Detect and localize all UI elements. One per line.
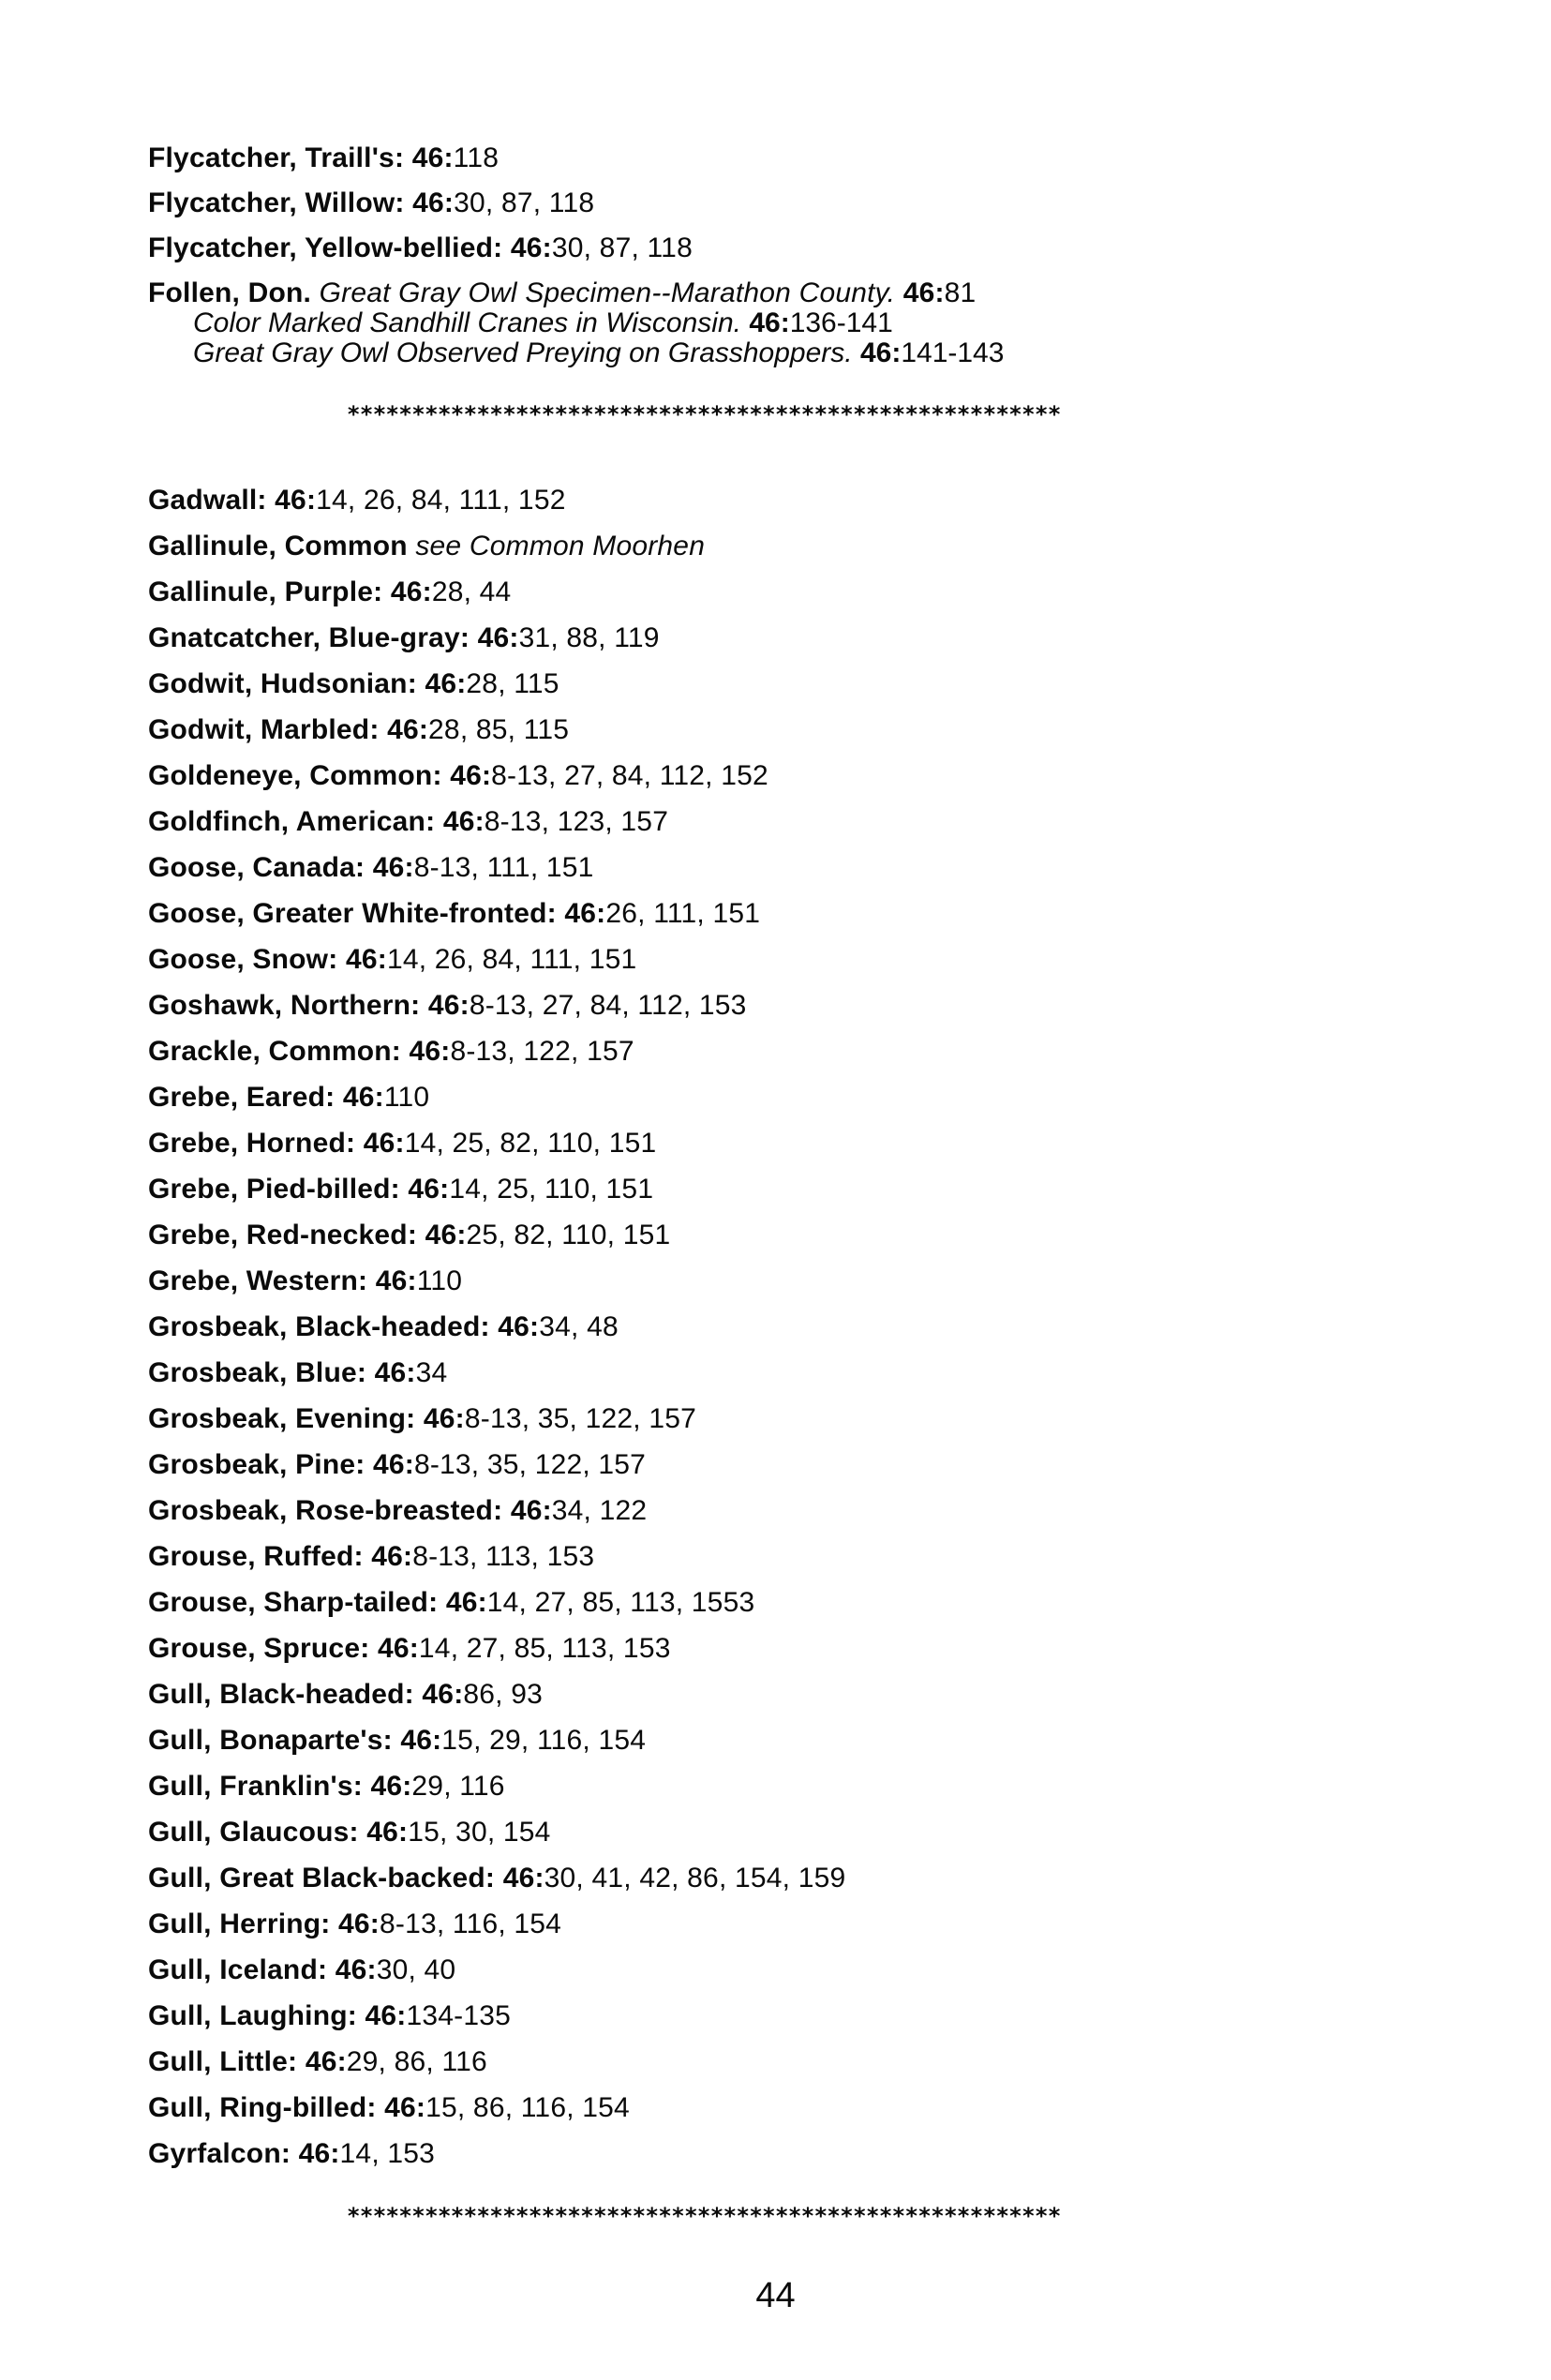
author-entry	[148, 277, 976, 309]
volume: 46:	[427, 990, 470, 1021]
volume: 46:	[477, 622, 519, 653]
species-name: Gull, Herring:	[148, 1908, 331, 1939]
volume: 46:	[564, 898, 606, 929]
volume: 46:	[363, 1128, 405, 1159]
index-entry	[148, 485, 566, 516]
page-list: 34	[415, 1357, 448, 1388]
page-list: 14, 153	[339, 2138, 436, 2169]
index-entry	[148, 2138, 435, 2170]
volume: 46:	[902, 277, 945, 308]
volume: 46:	[445, 1587, 487, 1618]
index-entry	[148, 1954, 455, 1986]
page-list: 8-13, 111, 151	[413, 852, 594, 883]
species-name: Gull, Iceland:	[148, 1954, 328, 1985]
author-article	[193, 307, 893, 339]
species-name: Gallinule, Common	[148, 531, 408, 561]
index-entry	[148, 1036, 634, 1068]
species-name: Grebe, Horned:	[148, 1128, 356, 1159]
species-name: Grebe, Western:	[148, 1265, 368, 1296]
index-entry	[148, 232, 693, 264]
index-entry	[148, 1863, 845, 1894]
page-list: 14, 27, 85, 113, 1553	[486, 1587, 755, 1618]
page-list: 110	[416, 1265, 463, 1296]
volume: 46:	[425, 1220, 467, 1250]
page-list: 8-13, 35, 122, 157	[464, 1403, 697, 1434]
volume: 46:	[371, 1541, 413, 1572]
species-name: Gnatcatcher, Blue-gray:	[148, 622, 470, 653]
species-name: Grebe, Pied-billed:	[148, 1174, 400, 1205]
volume: 46:	[408, 1174, 450, 1205]
page-list: 134-135	[406, 2000, 511, 2031]
page-list: 30, 87, 118	[454, 187, 595, 218]
volume: 46:	[387, 714, 429, 745]
page-list: 14, 27, 85, 113, 153	[418, 1633, 671, 1664]
page-list: 29, 116	[411, 1771, 505, 1802]
volume: 46:	[510, 1495, 552, 1526]
species-name: Gull, Ring-billed:	[148, 2092, 377, 2123]
index-entry	[148, 576, 511, 608]
volume: 46:	[370, 1771, 412, 1802]
volume: 46:	[400, 1725, 442, 1756]
page-list: 110	[383, 1082, 430, 1113]
index-entry	[148, 1771, 505, 1803]
page-list: 141-143	[901, 337, 1005, 368]
page-list: 28, 44	[431, 576, 512, 607]
index-entry	[148, 668, 559, 700]
index-entry	[148, 1357, 447, 1389]
index-entry	[148, 714, 569, 746]
species-name: Flycatcher, Willow:	[148, 187, 405, 218]
volume: 46:	[498, 1311, 540, 1342]
species-name: Goshawk, Northern:	[148, 990, 421, 1021]
volume: 46:	[342, 1082, 384, 1113]
volume: 46:	[510, 232, 552, 263]
species-name: Grosbeak, Rose-breasted:	[148, 1495, 503, 1526]
index-entry	[148, 1082, 429, 1114]
page-list: 15, 86, 116, 154	[425, 2092, 630, 2123]
see-label: see	[415, 531, 462, 561]
species-name: Goose, Snow:	[148, 944, 338, 975]
index-entry	[148, 2000, 511, 2032]
species-name: Godwit, Marbled:	[148, 714, 380, 745]
page-list: 8-13, 123, 157	[484, 806, 669, 837]
species-name: Gull, Bonaparte's:	[148, 1725, 393, 1756]
author-article	[193, 337, 1004, 369]
volume: 46:	[409, 1036, 451, 1067]
species-name: Gull, Great Black-backed:	[148, 1863, 496, 1894]
volume: 46:	[425, 668, 467, 699]
page-list: 15, 29, 116, 154	[441, 1725, 647, 1756]
species-name: Gull, Black-headed:	[148, 1679, 414, 1710]
volume: 46:	[372, 1449, 414, 1480]
volume: 46:	[749, 307, 790, 338]
index-entry	[148, 1311, 619, 1343]
volume: 46:	[502, 1863, 544, 1894]
volume: 46:	[412, 187, 455, 218]
index-entry	[148, 187, 594, 219]
index-entry	[148, 1403, 696, 1435]
species-name: Godwit, Hudsonian:	[148, 668, 417, 699]
species-name: Goldeneye, Common:	[148, 760, 442, 791]
index-entry	[148, 944, 636, 976]
page-list: 14, 25, 110, 151	[449, 1174, 654, 1205]
volume: 46:	[365, 2000, 407, 2031]
index-entry	[148, 1220, 670, 1251]
index-entry	[148, 1174, 653, 1205]
species-name: Gull, Laughing:	[148, 2000, 357, 2031]
page-list: 15, 30, 154	[408, 1817, 551, 1848]
page-list: 8-13, 27, 84, 112, 152	[491, 760, 768, 791]
species-name: Grouse, Spruce:	[148, 1633, 370, 1664]
index-entry	[148, 622, 660, 654]
page-list: 30, 87, 118	[551, 232, 693, 263]
volume: 46:	[442, 806, 485, 837]
page-list: 25, 82, 110, 151	[466, 1220, 671, 1250]
species-name: Grackle, Common:	[148, 1036, 401, 1067]
volume: 46:	[375, 1265, 417, 1296]
volume: 46:	[384, 2092, 426, 2123]
index-entry	[148, 1449, 646, 1481]
page-list: 8-13, 27, 84, 112, 153	[469, 990, 747, 1021]
volume: 46:	[411, 142, 454, 173]
page-list: 14, 26, 84, 111, 152	[316, 485, 566, 516]
index-entry	[148, 142, 499, 174]
page-list: 118	[453, 142, 500, 173]
index-entry	[148, 1587, 754, 1619]
index-entry	[148, 806, 668, 838]
species-name: Gyrfalcon:	[148, 2138, 291, 2169]
volume: 46:	[298, 2138, 340, 2169]
species-name: Grebe, Red-necked:	[148, 1220, 418, 1250]
page-list: 30, 41, 42, 86, 154, 159	[544, 1863, 846, 1894]
page-list: 8-13, 35, 122, 157	[413, 1449, 647, 1480]
page-list: 81	[944, 277, 977, 308]
index-entry	[148, 1128, 656, 1160]
species-name: Gull, Franklin's:	[148, 1771, 363, 1802]
page-list: 26, 111, 151	[605, 898, 761, 929]
index-entry	[148, 1908, 561, 1940]
page-list: 8-13, 113, 153	[412, 1541, 595, 1572]
index-entry	[148, 1541, 594, 1573]
page-list: 14, 25, 82, 110, 151	[404, 1128, 657, 1159]
cross-reference: Common Moorhen	[469, 531, 706, 561]
index-entry	[148, 1725, 646, 1757]
volume: 46:	[423, 1403, 465, 1434]
species-name: Grosbeak, Black-headed:	[148, 1311, 490, 1342]
page-list: 34, 48	[539, 1311, 619, 1342]
species-name: Grouse, Ruffed:	[148, 1541, 364, 1572]
species-name: Flycatcher, Yellow-bellied:	[148, 232, 503, 263]
page-list: 31, 88, 119	[518, 622, 660, 653]
species-name: Goose, Canada:	[148, 852, 365, 883]
section-separator: *******************************************************	[347, 403, 1061, 426]
species-name: Goose, Greater White-fronted:	[148, 898, 557, 929]
index-entry	[148, 898, 760, 930]
volume: 46:	[859, 337, 902, 368]
page-list: 34, 122	[551, 1495, 648, 1526]
species-name: Gull, Glaucous:	[148, 1817, 359, 1848]
page-list: 8-13, 122, 157	[450, 1036, 634, 1067]
index-entry	[148, 1679, 543, 1711]
volume: 46:	[390, 576, 432, 607]
species-name: Grouse, Sharp-tailed:	[148, 1587, 439, 1618]
index-entry	[148, 1817, 551, 1849]
author-name: Follen, Don.	[148, 277, 312, 308]
index-entry	[148, 531, 705, 562]
volume: 46:	[422, 1679, 464, 1710]
page-list: 136-141	[789, 307, 893, 338]
article-title: Color Marked Sandhill Cranes in Wisconsin.	[193, 307, 741, 338]
volume: 46:	[374, 1357, 416, 1388]
page-list: 14, 26, 84, 111, 151	[386, 944, 637, 975]
page-list: 28, 85, 115	[428, 714, 570, 745]
species-name: Goldfinch, American:	[148, 806, 436, 837]
species-name: Flycatcher, Traill's:	[148, 142, 405, 173]
volume: 46:	[275, 485, 317, 516]
index-entry	[148, 1495, 647, 1527]
species-name: Grebe, Eared:	[148, 1082, 336, 1113]
page-number: 44	[755, 2276, 796, 2315]
volume: 46:	[305, 2046, 347, 2077]
species-name: Grosbeak, Evening:	[148, 1403, 416, 1434]
article-title: Great Gray Owl Observed Preying on Grasshoppers.	[193, 337, 853, 368]
volume: 46:	[377, 1633, 419, 1664]
section-separator: *******************************************************	[347, 2205, 1061, 2227]
page-list: 8-13, 116, 154	[380, 1908, 562, 1939]
volume: 46:	[338, 1908, 380, 1939]
volume: 46:	[450, 760, 492, 791]
volume: 46:	[372, 852, 414, 883]
species-name: Gull, Little:	[148, 2046, 298, 2077]
index-entry	[148, 2046, 487, 2078]
index-entry	[148, 1633, 671, 1665]
volume: 46:	[345, 944, 387, 975]
page-list: 29, 86, 116	[346, 2046, 487, 2077]
index-entry	[148, 990, 747, 1022]
volume: 46:	[366, 1817, 409, 1848]
species-name: Grosbeak, Pine:	[148, 1449, 365, 1480]
page-list: 28, 115	[466, 668, 559, 699]
index-entry	[148, 852, 594, 884]
index-entry	[148, 760, 768, 792]
index-entry	[148, 1265, 462, 1297]
page-list: 86, 93	[463, 1679, 543, 1710]
volume: 46:	[335, 1954, 377, 1985]
species-name: Gadwall:	[148, 485, 267, 516]
species-name: Gallinule, Purple:	[148, 576, 383, 607]
index-entry	[148, 2092, 630, 2124]
page-list: 30, 40	[376, 1954, 456, 1985]
species-name: Grosbeak, Blue:	[148, 1357, 367, 1388]
article-title: Great Gray Owl Specimen--Marathon County.	[319, 277, 896, 308]
